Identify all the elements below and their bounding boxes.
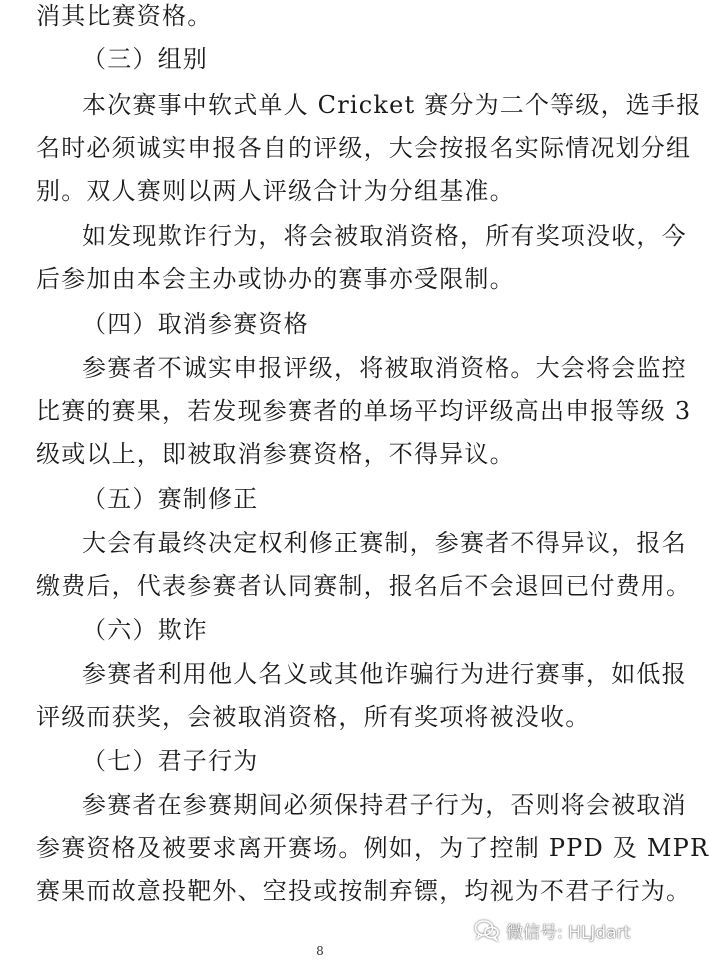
paragraph-line: 级或以上，即被取消参赛资格，不得异议。 [36,440,515,468]
paragraph-line: 缴费后，代表参赛者认同赛制，报名后不会退回已付费用。 [36,572,692,600]
section-heading: （七）君子行为 [82,747,259,775]
paragraph-line: 大会有最终决定权利修正赛制，参赛者不得异议，报名 [82,529,687,557]
wechat-watermark [474,916,630,944]
paragraph-line: 如发现欺诈行为，将会被取消资格，所有奖项没收，今 [82,222,687,250]
watermark-text: 微信号: HLJdart [506,922,631,943]
paragraph-line: 后参加由本会主办或协办的赛事亦受限制。 [36,265,515,293]
wechat-icon [474,919,500,941]
paragraph-line: 参赛资格及被要求离开赛场。例如，为了控制 PPD 及 MPR [36,834,709,862]
paragraph-line: 评级而获奖，会被取消资格，所有奖项将被没收。 [36,703,591,731]
paragraph-line: 别。双人赛则以两人评级合计为分组基准。 [36,177,515,205]
paragraph-line: 本次赛事中软式单人 Cricket 赛分为二个等级，选手报 [82,91,702,119]
paragraph-line: 参赛者利用他人名义或其他诈骗行为进行赛事，如低报 [82,660,687,688]
paragraph-line: 参赛者不诚实申报评级，将被取消资格。大会将会监控 [82,354,687,382]
paragraph-line: 消其比赛资格。 [36,2,213,30]
paragraph-line: 参赛者在参赛期间必须保持君子行为，否则将会被取消 [82,791,687,819]
section-heading: （三）组别 [82,45,208,73]
page-number: 8 [316,944,324,958]
paragraph-line: 赛果而故意投靶外、空投或按制弃镖，均视为不君子行为。 [36,877,692,905]
paragraph-line: 比赛的赛果，若发现参赛者的单场平均评级高出申报等级 3 [36,397,692,425]
section-heading: （五）赛制修正 [82,485,259,513]
paragraph-line: 名时必须诚实申报各自的评级，大会按报名实际情况划分组 [36,134,692,162]
section-heading: （四）取消参赛资格 [82,310,309,338]
section-heading: （六）欺诈 [82,616,208,644]
